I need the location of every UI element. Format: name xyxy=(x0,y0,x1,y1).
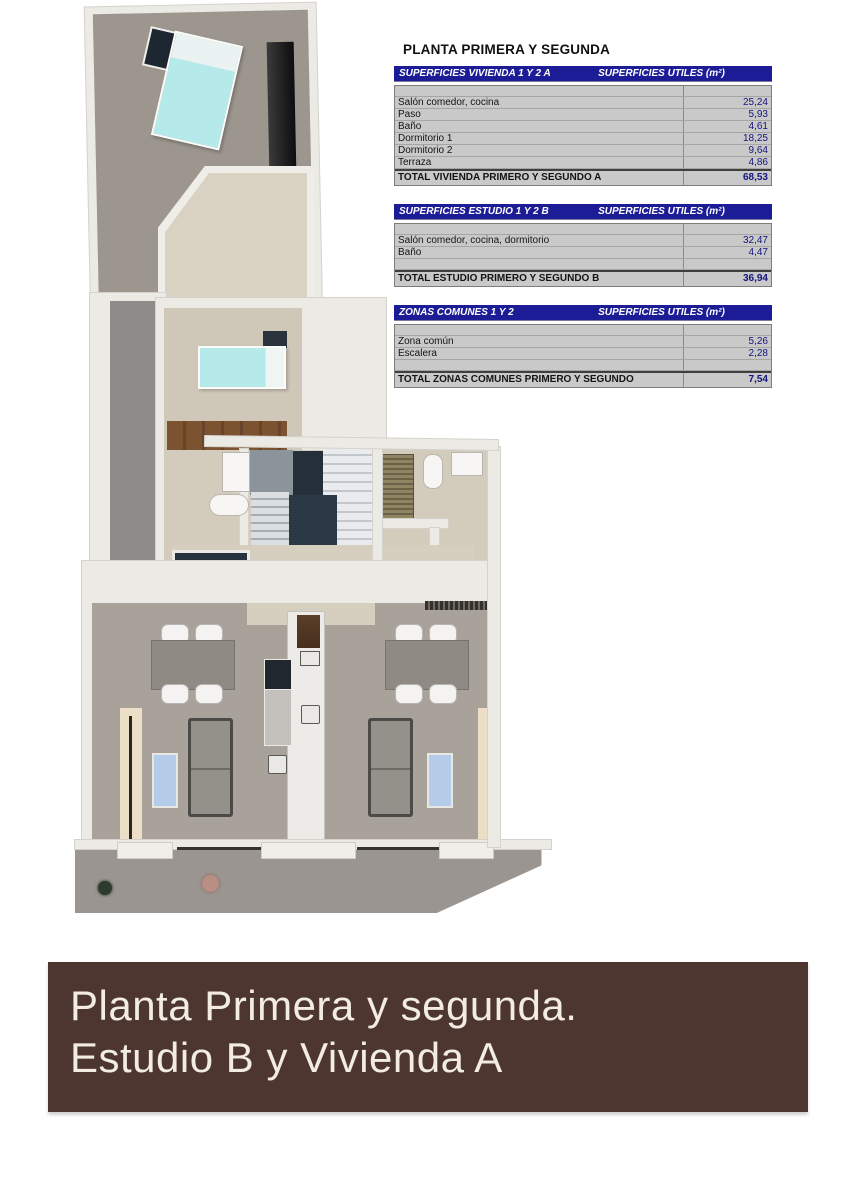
table-row xyxy=(395,169,771,185)
chair-icon xyxy=(430,685,456,703)
door-lintel xyxy=(357,847,439,850)
toilet-icon xyxy=(210,495,248,515)
table-estudio-b xyxy=(394,204,772,287)
table-vivienda-a xyxy=(394,66,772,186)
row-label: Terraza xyxy=(398,157,432,168)
plant-icon xyxy=(98,881,112,895)
row-label: TOTAL ESTUDIO PRIMERO Y SEGUNDO B xyxy=(398,273,600,284)
page-title: PLANTA PRIMERA Y SEGUNDA xyxy=(403,42,611,57)
dining-table-icon xyxy=(386,641,468,689)
curtain-icon xyxy=(120,708,142,848)
row-label xyxy=(395,224,683,234)
table-header-left: ZONAS COMUNES 1 Y 2 xyxy=(399,307,514,318)
sink-icon xyxy=(452,453,482,475)
table-header-right: SUPERFICIES UTILES (m²) xyxy=(598,68,725,79)
row-label: TOTAL VIVIENDA PRIMERO Y SEGUNDO A xyxy=(398,172,602,183)
table-row xyxy=(395,371,771,387)
row-value xyxy=(683,259,771,269)
landing-dark xyxy=(293,451,323,496)
table-row xyxy=(395,348,771,360)
kitchen-counter xyxy=(265,690,291,745)
row-value xyxy=(683,86,771,96)
row-value: 68,53 xyxy=(683,171,771,185)
row-value xyxy=(683,325,771,335)
table-header-right: SUPERFICIES UTILES (m²) xyxy=(598,307,725,318)
row-label: Paso xyxy=(398,109,421,120)
row-value: 5,93 xyxy=(683,109,771,120)
row-value xyxy=(683,224,771,234)
cooktop-icon xyxy=(265,660,291,690)
table-header xyxy=(394,66,772,81)
table-body xyxy=(394,85,772,186)
row-label xyxy=(395,360,683,370)
row-value: 4,86 xyxy=(683,157,771,168)
bed-icon xyxy=(198,346,286,389)
row-value: 18,25 xyxy=(683,133,771,144)
surface-tables xyxy=(394,66,772,388)
table-row xyxy=(395,247,771,259)
balcony-step xyxy=(262,843,355,858)
table-row xyxy=(395,133,771,145)
row-label: Salón comedor, cocina xyxy=(398,97,500,108)
landing-block xyxy=(250,450,293,495)
kitchen-door-wood xyxy=(297,615,320,648)
caption-line-1: Planta Primera y segunda. xyxy=(70,982,578,1029)
table-body xyxy=(394,223,772,287)
stairs-icon xyxy=(337,495,373,549)
row-value: 9,64 xyxy=(683,145,771,156)
row-label: Dormitorio 1 xyxy=(398,133,453,144)
chair-icon xyxy=(396,685,422,703)
plant-icon xyxy=(202,875,219,892)
row-label: Baño xyxy=(398,121,422,132)
table-row xyxy=(395,336,771,348)
table-header-right: SUPERFICIES UTILES (m²) xyxy=(598,206,725,217)
table-row xyxy=(395,235,771,247)
toilet-icon xyxy=(424,455,442,488)
row-label: Zona común xyxy=(398,336,454,347)
table-header-left: SUPERFICIES ESTUDIO 1 Y 2 B xyxy=(399,206,549,217)
door-lintel xyxy=(177,847,261,850)
table-row xyxy=(395,325,771,336)
caption-line-2: Estudio B y Vivienda A xyxy=(70,1034,503,1081)
chair-icon xyxy=(162,685,188,703)
stairs-icon xyxy=(323,447,373,495)
row-value: 4,61 xyxy=(683,121,771,132)
chair-icon xyxy=(196,685,222,703)
table-row xyxy=(395,259,771,270)
radiator-icon xyxy=(425,601,487,610)
sink-icon xyxy=(223,453,249,491)
right-outer-wall xyxy=(488,447,500,847)
row-label: Salón comedor, cocina, dormitorio xyxy=(398,235,550,246)
row-value: 2,28 xyxy=(683,348,771,359)
landing-dark xyxy=(289,495,337,549)
shower-icon xyxy=(383,455,413,523)
row-value: 25,24 xyxy=(683,97,771,108)
table-row xyxy=(395,360,771,371)
row-value: 4,47 xyxy=(683,247,771,258)
caption-banner xyxy=(48,962,808,1112)
bathroomB-partition xyxy=(378,519,448,528)
kitchen-appliance-icon xyxy=(300,651,320,666)
wardrobe-icon xyxy=(267,42,297,174)
dining-table-icon xyxy=(152,641,234,689)
table-row xyxy=(395,121,771,133)
row-label xyxy=(395,325,683,335)
sofa-icon xyxy=(188,718,233,817)
table-header xyxy=(394,305,772,320)
row-label: Escalera xyxy=(398,348,437,359)
window-rug-icon xyxy=(152,753,178,808)
table-row xyxy=(395,270,771,286)
row-value: 36,94 xyxy=(683,272,771,286)
table-row xyxy=(395,97,771,109)
balcony-step xyxy=(440,843,493,858)
kitchen-appliance-icon xyxy=(268,755,287,774)
row-label xyxy=(395,259,683,269)
row-label: Dormitorio 2 xyxy=(398,145,453,156)
table-row xyxy=(395,157,771,169)
table-row xyxy=(395,224,771,235)
table-row xyxy=(395,109,771,121)
table-body xyxy=(394,324,772,388)
left-balcony-floor xyxy=(110,301,160,561)
balcony-step xyxy=(118,843,172,858)
sofa-icon xyxy=(368,718,413,817)
table-header xyxy=(394,204,772,219)
table-row xyxy=(395,145,771,157)
row-value: 7,54 xyxy=(683,373,771,387)
table-zonas-comunes xyxy=(394,305,772,388)
row-value: 32,47 xyxy=(683,235,771,246)
row-value: 5,26 xyxy=(683,336,771,347)
row-value xyxy=(683,360,771,370)
kitchen-appliance-icon xyxy=(301,705,320,724)
table-header-left: SUPERFICIES VIVIENDA 1 Y 2 A xyxy=(399,68,551,79)
row-label: Baño xyxy=(398,247,422,258)
row-label: TOTAL ZONAS COMUNES PRIMERO Y SEGUNDO xyxy=(398,374,634,385)
table-row xyxy=(395,86,771,97)
stairs-icon xyxy=(251,492,289,547)
row-label xyxy=(395,86,683,96)
window-rug-icon xyxy=(427,753,453,808)
